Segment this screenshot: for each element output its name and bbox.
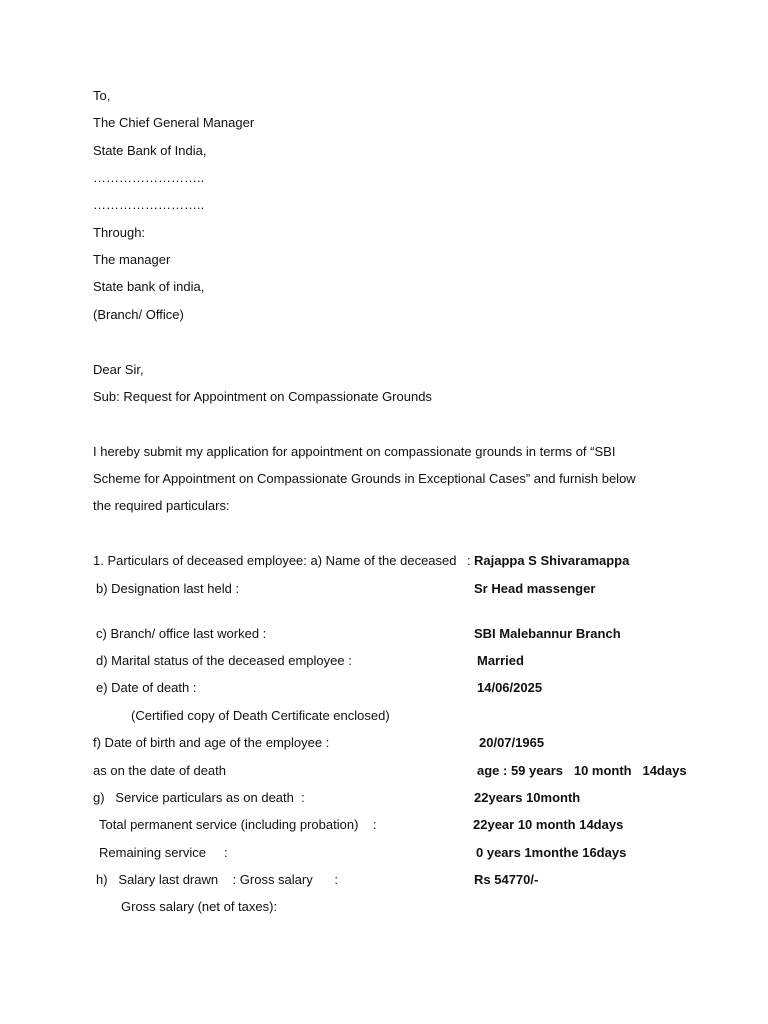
total-service-label: Total permanent service (including probation) : (99, 817, 377, 832)
remaining-service-label: Remaining service : (99, 845, 228, 860)
deceased-name-value: Rajappa S Shivaramappa (474, 553, 630, 568)
intro-line: the required particulars: (93, 498, 230, 513)
service-value: 22years 10month (474, 790, 581, 805)
blank-line: …………………….. (93, 197, 205, 212)
salutation: Dear Sir, (93, 362, 144, 377)
death-date-label: e) Date of death : (96, 680, 197, 695)
subject-line: Sub: Request for Appointment on Compassionate Grounds (93, 389, 432, 404)
salary-value: Rs 54770/- (474, 872, 539, 887)
age-label: as on the date of death (93, 763, 226, 778)
through-label: Through: (93, 225, 146, 240)
designation-value: Sr Head massenger (474, 581, 596, 596)
age-value: age : 59 years 10 month 14days (477, 763, 687, 778)
via-branch: (Branch/ Office) (93, 307, 184, 322)
intro-line: Scheme for Appointment on Compassionate Grounds in Exceptional Cases” and furnish below (93, 471, 636, 486)
net-salary-label: Gross salary (net of taxes): (121, 899, 278, 914)
dob-label: f) Date of birth and age of the employee : (93, 735, 330, 750)
certificate-note: (Certified copy of Death Certificate enclosed) (131, 708, 390, 723)
blank-line: …………………….. (93, 170, 205, 185)
via-title: The manager (93, 252, 171, 267)
designation-label: b) Designation last held : (96, 581, 240, 596)
recipient-title: The Chief General Manager (93, 115, 255, 130)
death-date-value: 14/06/2025 (477, 680, 543, 695)
deceased-name-label: 1. Particulars of deceased employee: a) Name of the deceased (93, 553, 457, 568)
recipient-org: State Bank of India, (93, 143, 207, 158)
remaining-service-value: 0 years 1monthe 16days (476, 845, 627, 860)
to-line: To, (93, 88, 111, 103)
dob-value: 20/07/1965 (479, 735, 545, 750)
marital-status-label: d) Marital status of the deceased employee : (96, 653, 352, 668)
total-service-value: 22year 10 month 14days (473, 817, 624, 832)
salary-label: h) Salary last drawn : Gross salary : (96, 872, 339, 887)
service-label: g) Service particulars as on death : (93, 790, 305, 805)
via-org: State bank of india, (93, 279, 205, 294)
branch-value: SBI Malebannur Branch (474, 626, 621, 641)
marital-status-value: Married (477, 653, 524, 668)
intro-line: I hereby submit my application for appointment on compassionate grounds in terms of “SBI (93, 444, 616, 459)
branch-label: c) Branch/ office last worked : (96, 626, 267, 641)
deceased-name-colon: : (467, 553, 471, 568)
